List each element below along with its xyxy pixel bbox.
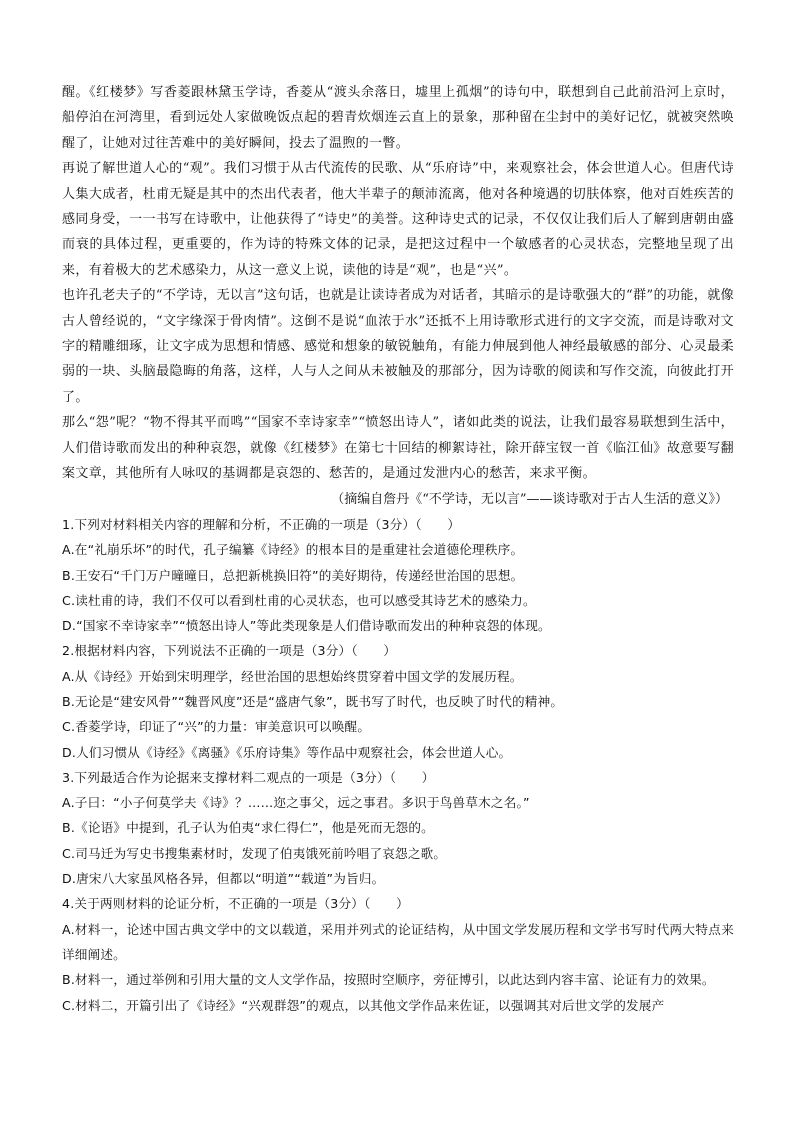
question-stem: 1.下列对材料相关内容的理解和分析，不正确的一项是（3分）（ ） bbox=[62, 516, 461, 532]
question-1 bbox=[62, 512, 734, 638]
question-option-c: C.司马迁为写史书搜集素材时，发现了伯夷饿死前吟唱了哀怨之歌。 bbox=[62, 845, 447, 861]
document-page bbox=[62, 80, 734, 1018]
passage-paragraph-3: 也许孔老夫子的“不学诗，无以言”这句话，也就是让读诗者成为对话者，其暗示的是诗歌强大的“群”的功能，就像古人曾经说的，“文字缘深于骨肉情”。这倒不是说“血浓于水”还抵不上用诗歌形式进行的文字交流，而是诗歌对文字的精雕细琢，让文字成为思想和情感、感觉和想象的敏锐触角，有能力伸展到他人神经最敏感的部分、心灵最柔弱的一块、头脑最隐晦的角落，这样，人与人之间从未被触及的那部分，因为诗歌的阅读和写作交流，向彼此打开了。 bbox=[62, 288, 734, 405]
question-4 bbox=[62, 891, 734, 1017]
question-option-d: D.“国家不幸诗家幸”“愤怒出诗人”等此类现象是人们借诗歌而发出的种种哀怨的体现。 bbox=[62, 618, 551, 634]
question-option-d: D.人们习惯从《诗经》《离骚》《乐府诗集》等作品中观察社会，体会世道人心。 bbox=[62, 744, 512, 760]
question-2 bbox=[62, 638, 734, 764]
question-option-b: B.无论是“建安风骨”“魏晋风度”还是“盛唐气象”，既书写了时代，也反映了时代的精神。 bbox=[62, 693, 564, 709]
question-option-d: D.唐宋八大家虽风格各异，但都以“明道”“载道”为旨归。 bbox=[62, 871, 385, 887]
question-stem: 2.根据材料内容，下列说法不正确的一项是（3分）（ ） bbox=[62, 643, 397, 659]
passage-paragraph-4: 那么“怨”呢？“物不得其平而鸣”“国家不幸诗家幸”“愤怒出诗人”，诸如此类的说法，让我们最容易联想到生活中，人们借诗歌而发出的种种哀怨，就像《红楼梦》在第七十回结的柳絮诗社，除开薛宝钗一首《临江仙》故意要写翻案文章，其他所有人咏叹的基调都是哀怨的、愁苦的，是通过发泄内心的愁苦，来求平衡。 bbox=[62, 415, 734, 482]
question-option-a: A.子曰：“小子何莫学夫《诗》？……迩之事父，远之事君。多识于鸟兽草木之名。” bbox=[62, 795, 530, 811]
question-option-b: B.王安石“千门万户曈曈日，总把新桃换旧符”的美好期待，传递经世治国的思想。 bbox=[62, 567, 524, 583]
question-option-c: C.读杜甫的诗，我们不仅可以看到杜甫的心灵状态，也可以感受其诗艺术的感染力。 bbox=[62, 592, 536, 608]
question-option-a: A.材料一，论述中国古典文学中的文以载道，采用并列式的论证结构，从中国文学发展历程和文学书写时代两大特点来详细阐述。 bbox=[62, 921, 734, 962]
question-3 bbox=[62, 765, 734, 891]
question-option-b: B.《论语》中提到，孔子认为伯夷“求仁得仁”，他是死而无怨的。 bbox=[62, 820, 434, 836]
passage-paragraph-1: 醒。《红楼梦》写香菱跟林黛玉学诗，香菱从“渡头余落日，墟里上孤烟”的诗句中，联想到自己此前沿河上京时，船停泊在河湾里，看到远处人家做晚饭点起的碧青炊烟连云直上的景象，那种留在尘封中的美好记忆，就被突然唤醒了，让她对过往苦难中的美好瞬间，投去了温煦的一瞥。 bbox=[62, 85, 734, 151]
question-option-c: C.材料二，开篇引出了《诗经》“兴观群怨”的观点，以其他文学作品来佐证，以强调其对后世文学的发展产 bbox=[62, 997, 665, 1013]
question-option-b: B.材料一，通过举例和引用大量的文人文学作品，按照时空顺序，旁征博引，以此达到内容丰富、论证有力的效果。 bbox=[62, 972, 715, 988]
passage-source: （摘编自詹丹《“不学诗，无以言”——谈诗歌对于古人生活的意义》） bbox=[331, 491, 728, 507]
question-option-c: C.香菱学诗，印证了“兴”的力量：审美意识可以唤醒。 bbox=[62, 719, 371, 735]
question-option-a: A.从《诗经》开始到宋明理学，经世治国的思想始终贯穿着中国文学的发展历程。 bbox=[62, 668, 523, 684]
question-stem: 3.下列最适合作为论据来支撑材料二观点的一项是（3分）（ ） bbox=[62, 769, 435, 785]
question-option-a: A.在“礼崩乐坏”的时代，孔子编纂《诗经》的根本目的是重建社会道德伦理秩序。 bbox=[62, 542, 524, 558]
passage-paragraph-2: 再说了解世道人心的“观”。我们习惯于从古代流传的民歌、从“乐府诗”中，来观察社会，体会世道人心。但唐代诗人集大成者，杜甫无疑是其中的杰出代表者，他大半辈子的颠沛流离，他对各种境遇的切肤体察，他对百姓疾苦的感同身受，一一书写在诗歌中，让他获得了“诗史”的美誉。这种诗史式的记录，不仅仅让我们后人了解到唐朝由盛而衰的具体过程，更重要的，作为诗的特殊文体的记录，是把这过程中一个敏感者的心灵状态，完整地呈现了出来，有着极大的艺术感染力，从这一意义上说，读他的诗是“观”，也是“兴”。 bbox=[62, 161, 734, 278]
question-stem: 4.关于两则材料的论证分析，不正确的一项是（3分）（ ） bbox=[62, 896, 409, 912]
